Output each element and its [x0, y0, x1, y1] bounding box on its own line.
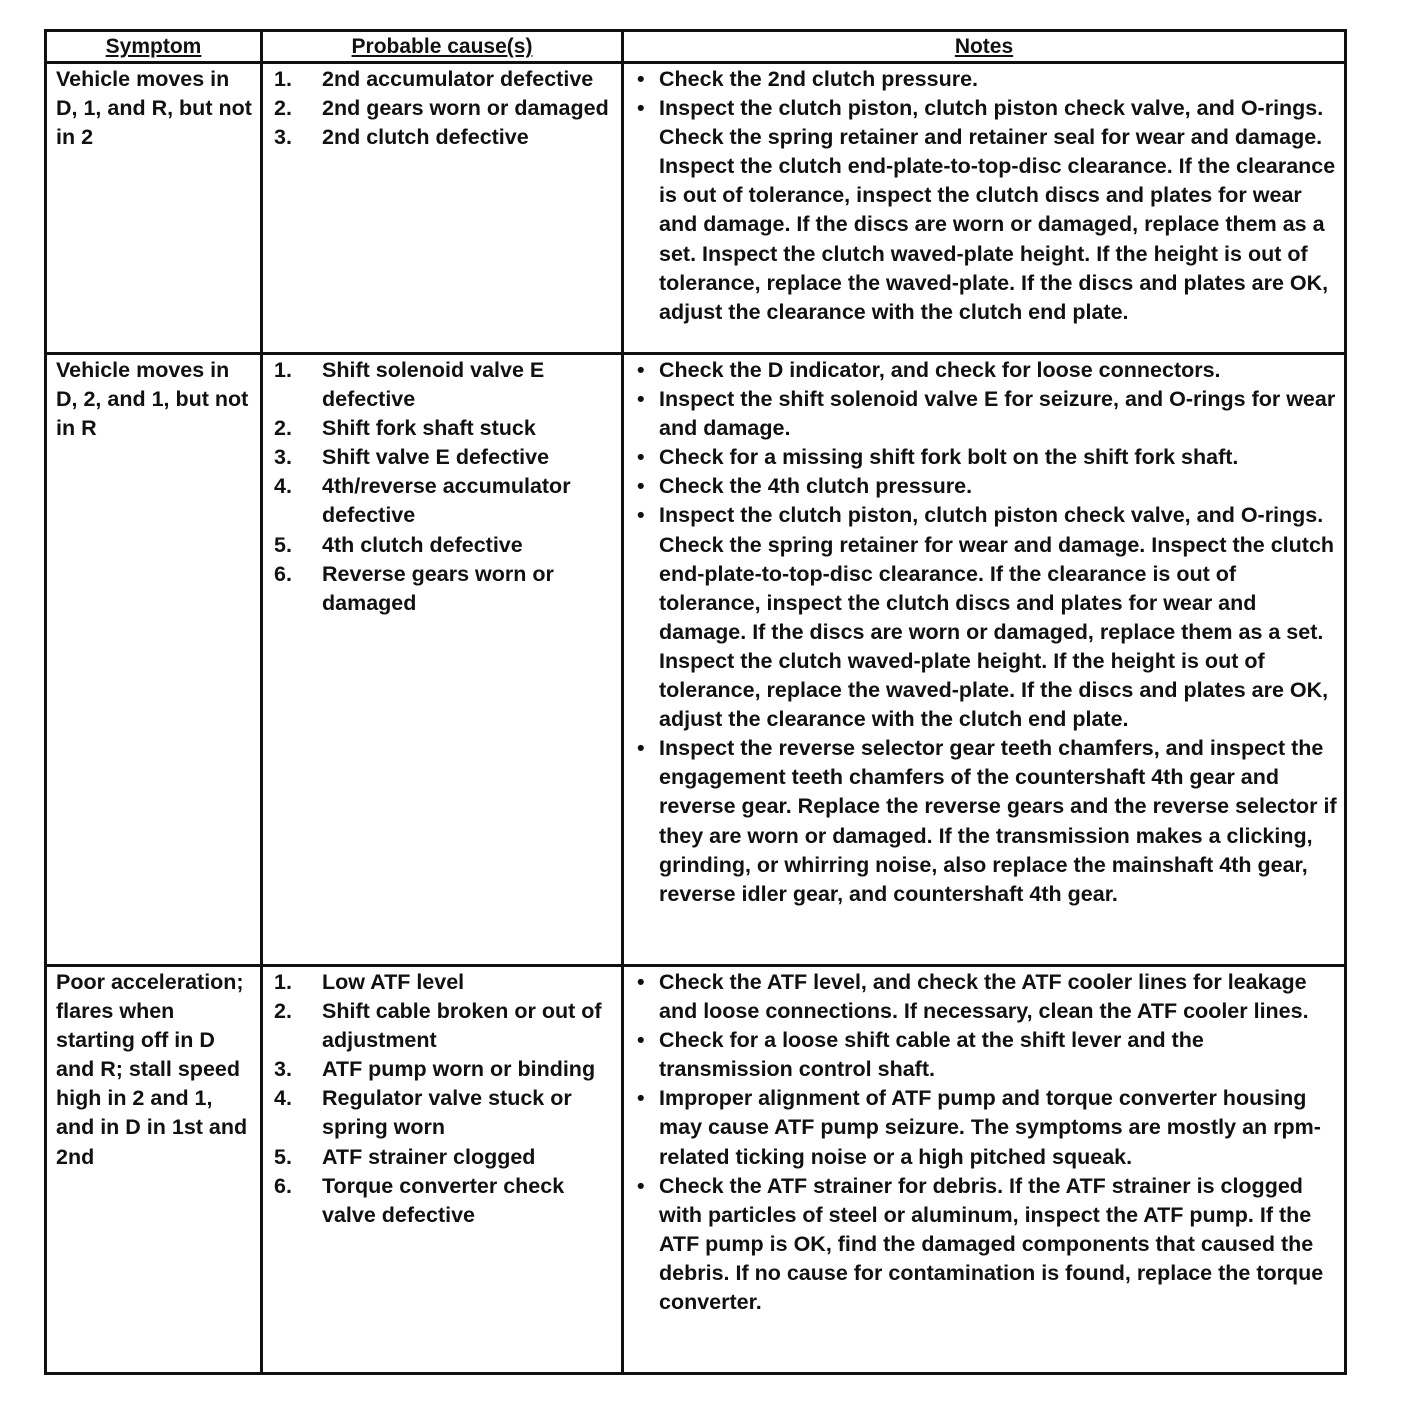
cause-text: Shift solenoid valve E defective	[322, 358, 545, 412]
bullet-icon: •	[637, 67, 645, 91]
note-text: Check the ATF strainer for debris. If the ATF strainer is clogged with particles of steel or aluminum, inspect the ATF pump. If the ATF pump is OK, find the damaged components that caused the debris. If no cause for contamination is found, replace the torque converter.	[659, 1173, 1324, 1315]
causes-cell	[262, 966, 623, 1374]
table-row	[46, 966, 1346, 1374]
cause-number: 3.	[274, 125, 292, 150]
bullet-icon: •	[637, 96, 645, 121]
note-text: Inspect the clutch piston, clutch piston check valve, and O-rings. Check the spring retainer and retainer seal for wear and damage. Inspect the clutch end-plate-to-top-disc clearance. If the clearance is out of tolerance, inspect the clutch discs and plates for wear and damage. If the discs are worn or damaged, replace them as a set. Inspect the clutch waved-plate height. If the height is out of tolerance, replace the waved-plate. If the discs and plates are OK, adjust the clearance with the clutch end plate.	[659, 96, 1336, 324]
note-text: Check the D indicator, and check for loose connectors.	[659, 358, 1221, 382]
cause-number: 2.	[274, 96, 292, 121]
cause-item	[272, 472, 617, 530]
notes-list	[633, 356, 1340, 909]
bullet-icon: •	[637, 474, 645, 499]
cause-number: 5.	[274, 1144, 292, 1169]
cause-item	[272, 1055, 617, 1084]
notes-cell	[623, 354, 1346, 966]
cause-item	[272, 968, 617, 997]
note-item	[633, 94, 1340, 327]
note-item	[633, 501, 1340, 734]
causes-list	[272, 968, 617, 1230]
cause-number: 6.	[274, 1173, 292, 1198]
note-item	[633, 443, 1340, 472]
cause-text: ATF pump worn or binding	[322, 1057, 596, 1082]
cause-item	[272, 123, 617, 152]
cause-text: 2nd clutch defective	[322, 125, 529, 150]
bullet-icon: •	[637, 387, 645, 412]
cause-item	[272, 65, 617, 94]
causes-list	[272, 356, 617, 618]
cause-item	[272, 531, 617, 560]
symptom-cell: Vehicle moves in D, 2, and 1, but not in R	[46, 354, 262, 966]
cause-text: ATF strainer clogged	[322, 1144, 536, 1169]
symptom-cell: Poor acceleration; flares when starting off in D and R; stall speed high in 2 and 1, and in D in 1st and 2nd	[46, 966, 262, 1374]
notes-cell	[623, 966, 1346, 1374]
notes-cell	[623, 63, 1346, 354]
cause-number: 6.	[274, 561, 292, 586]
cause-item	[272, 560, 617, 618]
note-item	[633, 356, 1340, 385]
note-item	[633, 1084, 1340, 1171]
note-text: Improper alignment of ATF pump and torque converter housing may cause ATF pump seizure. The symptoms are mostly an rpm-related ticking noise or a high pitched squeak.	[659, 1086, 1321, 1169]
note-item	[633, 968, 1340, 1026]
note-item	[633, 385, 1340, 443]
cause-text: 2nd gears worn or damaged	[322, 96, 609, 121]
note-text: Inspect the clutch piston, clutch piston check valve, and O-rings. Check the spring retainer for wear and damage. Inspect the clutch end-plate-to-top-disc clearance. If the clearance is out of tolerance, inspect the clutch discs and plates for wear and damage. If the discs are worn or damaged, replace them as a set. Inspect the clutch waved-plate height. If the height is out of tolerance, replace the waved-plate. If the discs and plates are OK, adjust the clearance with the clutch end plate.	[659, 503, 1335, 732]
causes-cell	[262, 354, 623, 966]
troubleshooting-table	[44, 29, 1347, 1375]
cause-number: 1.	[274, 970, 292, 994]
symptom-cell: Vehicle moves in D, 1, and R, but not in 2	[46, 63, 262, 354]
cause-text: Torque converter check valve defective	[322, 1173, 565, 1227]
bullet-icon: •	[637, 445, 645, 470]
cause-number: 5.	[274, 532, 292, 557]
note-item	[633, 472, 1340, 501]
table-row	[46, 354, 1346, 966]
note-text: Check the 4th clutch pressure.	[659, 474, 973, 499]
cause-item	[272, 94, 617, 123]
note-item	[633, 1026, 1340, 1084]
cause-text: 4th clutch defective	[322, 532, 523, 557]
cause-text: Reverse gears worn or damaged	[322, 561, 554, 615]
cause-text: 4th/reverse accumulator defective	[322, 474, 571, 528]
header-symptom: Symptom	[46, 31, 262, 63]
bullet-icon: •	[637, 503, 645, 528]
bullet-icon: •	[637, 1173, 645, 1198]
table-row	[46, 63, 1346, 354]
note-item	[633, 1172, 1340, 1317]
header-row	[46, 31, 1346, 63]
bullet-icon: •	[637, 1086, 645, 1111]
cause-number: 4.	[274, 474, 292, 499]
cause-number: 4.	[274, 1086, 292, 1111]
cause-number: 2.	[274, 999, 292, 1024]
cause-number: 1.	[274, 358, 292, 382]
cause-number: 3.	[274, 445, 292, 470]
note-text: Check the ATF level, and check the ATF cooler lines for leakage and loose connections. If necessary, clean the ATF cooler lines.	[659, 970, 1309, 1024]
bullet-icon: •	[637, 1028, 645, 1053]
cause-item	[272, 443, 617, 472]
bullet-icon: •	[637, 358, 645, 382]
cause-number: 3.	[274, 1057, 292, 1082]
causes-list	[272, 65, 617, 152]
note-text: Check for a loose shift cable at the shift lever and the transmission control shaft.	[659, 1028, 1204, 1082]
troubleshooting-page	[44, 29, 1347, 1375]
cause-text: Regulator valve stuck or spring worn	[322, 1086, 572, 1140]
header-probable-causes: Probable cause(s)	[262, 31, 623, 63]
cause-text: Low ATF level	[322, 970, 465, 994]
bullet-icon: •	[637, 970, 645, 994]
cause-item	[272, 1143, 617, 1172]
bullet-icon: •	[637, 736, 645, 761]
notes-list	[633, 65, 1340, 327]
causes-cell	[262, 63, 623, 354]
cause-text: Shift cable broken or out of adjustment	[322, 999, 602, 1053]
cause-number: 2.	[274, 416, 292, 441]
note-text: Check the 2nd clutch pressure.	[659, 67, 979, 91]
note-item	[633, 734, 1340, 909]
cause-item	[272, 1172, 617, 1230]
note-text: Check for a missing shift fork bolt on the shift fork shaft.	[659, 445, 1239, 470]
header-notes: Notes	[623, 31, 1346, 63]
cause-text: Shift fork shaft stuck	[322, 416, 536, 441]
cause-item	[272, 1084, 617, 1142]
cause-number: 1.	[274, 67, 292, 91]
cause-item	[272, 414, 617, 443]
note-item	[633, 65, 1340, 94]
notes-list	[633, 968, 1340, 1317]
cause-text: 2nd accumulator defective	[322, 67, 594, 91]
cause-item	[272, 997, 617, 1055]
cause-item	[272, 356, 617, 414]
cause-text: Shift valve E defective	[322, 445, 550, 470]
note-text: Inspect the shift solenoid valve E for seizure, and O-rings for wear and damage.	[659, 387, 1336, 441]
note-text: Inspect the reverse selector gear teeth chamfers, and inspect the engagement teeth chamfers of the countershaft 4th gear and reverse gear. Replace the reverse gears and the reverse selector if they are worn or damaged. If the transmission makes a clicking, grinding, or whirring noise, also replace the mainshaft 4th gear, reverse idler gear, and countershaft 4th gear.	[659, 736, 1337, 906]
